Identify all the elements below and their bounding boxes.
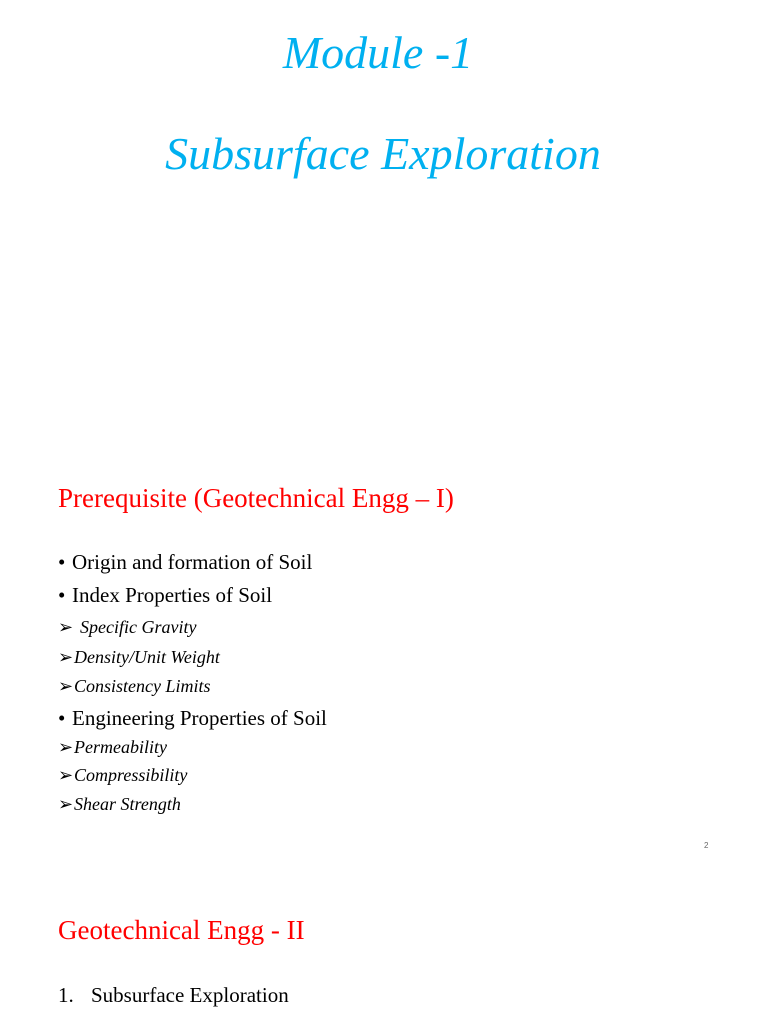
list-item-text: Density/Unit Weight	[74, 647, 220, 667]
list-item-text: Permeability	[74, 737, 167, 757]
arrow-bullet-icon: ➢	[58, 676, 74, 696]
list-item-text: Specific Gravity	[80, 617, 197, 637]
list-item	[58, 735, 167, 759]
list-item-text: Shear Strength	[74, 794, 181, 814]
item-number: 1.	[58, 983, 74, 1007]
bullet-icon: •	[58, 583, 66, 607]
prerequisite-heading: Prerequisite (Geotechnical Engg – I)	[58, 483, 454, 513]
arrow-bullet-icon: ➢	[58, 737, 74, 757]
slide-subtitle: Subsurface Exploration	[165, 128, 601, 179]
bullet-icon: •	[58, 550, 66, 574]
arrow-bullet-icon: ➢	[58, 794, 74, 814]
list-item	[58, 705, 327, 731]
module-title: Module -1	[282, 27, 474, 78]
arrow-bullet-icon: ➢	[58, 617, 74, 637]
arrow-bullet-icon: ➢	[58, 647, 74, 667]
numbered-item-text: Subsurface Exploration	[91, 983, 289, 1007]
list-item	[58, 674, 211, 698]
list-item-text: Engineering Properties of Soil	[72, 706, 327, 730]
course-heading: Geotechnical Engg - II	[58, 915, 305, 945]
list-item	[58, 792, 181, 816]
list-item-text: Consistency Limits	[74, 676, 211, 696]
list-item	[58, 615, 196, 639]
list-item	[58, 763, 187, 787]
numbered-item	[58, 982, 289, 1008]
list-item	[58, 549, 312, 575]
list-item	[58, 645, 220, 669]
arrow-bullet-icon: ➢	[58, 765, 74, 785]
bullet-icon: •	[58, 706, 66, 730]
list-item-text: Compressibility	[74, 765, 188, 785]
list-item	[58, 582, 272, 608]
page-number: 2	[704, 841, 709, 850]
list-item-text: Index Properties of Soil	[72, 583, 273, 607]
list-item-text: Origin and formation of Soil	[72, 550, 313, 574]
